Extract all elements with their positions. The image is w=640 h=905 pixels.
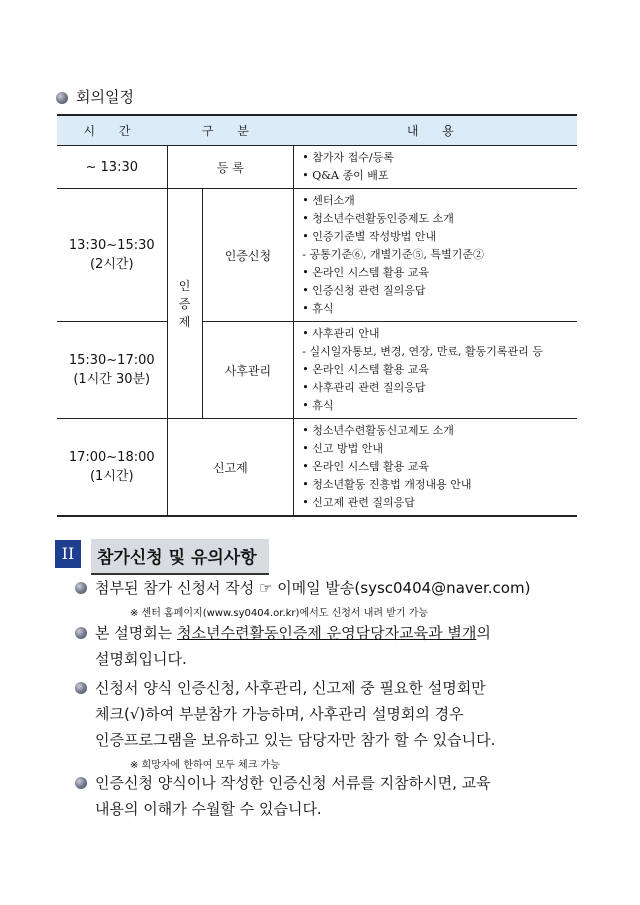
table-row — [57, 322, 577, 419]
paragraph-text: 첨부된 참가 신청서 작성 ☞ 이메일 발송(sysc0404@naver.com) — [95, 579, 531, 597]
category-cell: 등 록 — [167, 146, 294, 189]
time-duration: (2시간) — [89, 257, 134, 272]
note-1: ※ 센터 홈페이지(www.sy0404.or.kr)에서도 신청서 내려 받기 가능 — [130, 608, 429, 619]
time-range: 15:30~17:00 — [68, 353, 155, 368]
paragraph-3 — [95, 675, 495, 753]
content-cell — [294, 146, 577, 189]
bullet-icon — [75, 777, 87, 789]
list-item: • 신고제 관련 질의응답 — [302, 496, 415, 509]
list-item: • 인증신청 관련 질의응답 — [302, 284, 426, 297]
list-item: • 휴식 — [302, 302, 334, 315]
bullet-icon — [75, 682, 87, 694]
bullet-icon — [75, 582, 87, 594]
list-item: • 센터소개 — [302, 194, 355, 207]
time-cell — [57, 189, 167, 322]
content-cell — [294, 419, 577, 517]
meeting-schedule-title: 회의일정 — [76, 88, 134, 106]
list-item: - 실시일자통보, 변경, 연장, 만료, 활동기록관리 등 — [302, 345, 543, 358]
list-item: • 온라인 시스템 활용 교육 — [302, 363, 429, 376]
list-item: • 신고 방법 안내 — [302, 442, 383, 455]
list-item: • Q&A 종이 배포 — [302, 169, 389, 182]
section-number: II — [55, 540, 81, 568]
time-range: 13:30~15:30 — [68, 238, 155, 253]
list-item: • 사후관리 안내 — [302, 327, 380, 340]
time-range: 17:00~18:00 — [68, 450, 155, 465]
bullet-icon — [56, 92, 68, 104]
content-cell — [294, 189, 577, 322]
list-item: • 청소년수련활동신고제도 소개 — [302, 424, 454, 437]
time-duration: (1시간) — [89, 469, 134, 484]
paragraph-1 — [95, 575, 530, 601]
certification-group-label: 인 증 제 — [178, 278, 191, 329]
time-cell — [57, 419, 167, 517]
schedule-table — [57, 114, 577, 517]
list-item: • 온라인 시스템 활용 교육 — [302, 266, 429, 279]
list-item: • 온라인 시스템 활용 교육 — [302, 460, 429, 473]
paragraph-4 — [95, 770, 491, 822]
table-row — [57, 419, 577, 517]
header-content: 내 용 — [294, 115, 577, 146]
list-item: • 청소년활동 진흥법 개정내용 안내 — [302, 478, 472, 491]
section-title: 참가신청 및 유의사항 — [91, 539, 269, 575]
paragraph-text: 체크(√)하여 부분참가 가능하며, 사후관리 설명회의 경우 — [95, 705, 464, 723]
bullet-icon — [75, 627, 87, 639]
header-category: 구 분 — [167, 115, 294, 146]
certification-group-cell — [167, 189, 202, 419]
paragraph-text: 인증신청 양식이나 작성한 인증신청 서류를 지참하시면, 교육 — [95, 774, 491, 792]
category-cell: 신고제 — [167, 419, 294, 517]
note-2: ※ 희망자에 한하여 모두 체크 가능 — [130, 760, 280, 771]
table-row — [57, 189, 577, 322]
list-item: • 인증기준별 작성방법 안내 — [302, 230, 437, 243]
table-row — [57, 146, 577, 189]
paragraph-text: 의 — [476, 624, 491, 642]
time-cell — [57, 322, 167, 419]
paragraph-2 — [95, 620, 491, 672]
category-cell: 인증신청 — [202, 189, 294, 322]
time-cell: ~ 13:30 — [57, 146, 167, 189]
list-item: • 휴식 — [302, 399, 334, 412]
list-item: - 공통기준⑥, 개별기준⑤, 특별기준② — [302, 248, 484, 261]
header-time: 시 간 — [57, 115, 167, 146]
paragraph-text: 본 설명회는 — [95, 624, 177, 642]
paragraph-text: 신청서 양식 인증신청, 사후관리, 신고제 중 필요한 설명회만 — [95, 679, 486, 697]
content-cell — [294, 322, 577, 419]
category-cell: 사후관리 — [202, 322, 294, 419]
paragraph-text: 설명회입니다. — [95, 650, 187, 668]
paragraph-text: 내용의 이해가 수월할 수 있습니다. — [95, 800, 322, 818]
time-duration: (1시간 30분) — [73, 372, 151, 387]
list-item: • 사후관리 관련 질의응답 — [302, 381, 426, 394]
list-item: • 참가자 접수/등록 — [302, 151, 394, 164]
table-header-row — [57, 115, 577, 146]
list-item: • 청소년수련활동인증제도 소개 — [302, 212, 454, 225]
paragraph-text: 인증프로그램을 보유하고 있는 담당자만 참가 할 수 있습니다. — [95, 731, 496, 749]
underlined-text: 청소년수련활동인증제 운영담당자교육과 별개 — [177, 624, 477, 642]
meeting-schedule-heading — [56, 86, 134, 107]
